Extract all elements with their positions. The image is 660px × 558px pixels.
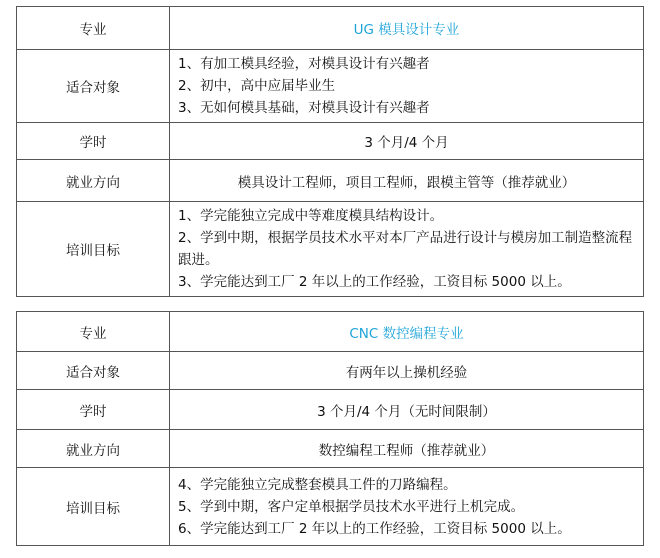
table-row [17, 160, 644, 202]
goal-line: 4、学完能独立完成整套模具工件的刀路编程。 [178, 476, 457, 493]
goal-cell [170, 202, 644, 297]
goal-line: 3、学完能达到工厂 2 年以上的工作经验，工资目标 5000 以上。 [178, 274, 571, 290]
goal-line: 6、学完能达到工厂 2 年以上的工作经验，工资目标 5000 以上。 [178, 520, 571, 537]
audience-line: 3、无如何模具基础，对模具设计有兴趣者 [178, 100, 430, 116]
table-row [17, 352, 644, 390]
table-row [17, 7, 644, 50]
duration-value: 3 个月/4 个月（无时间限制） [170, 390, 644, 430]
goal-label: 培训目标 [17, 468, 170, 546]
table-row [17, 202, 644, 297]
audience-cell [170, 50, 644, 123]
ug-course-table [16, 6, 644, 297]
duration-label: 学时 [17, 390, 170, 430]
duration-label: 学时 [17, 123, 170, 160]
major-title: UG 模具设计专业 [170, 7, 644, 50]
table-row [17, 390, 644, 430]
major-label: 专业 [17, 312, 170, 352]
career-value: 数控编程工程师（推荐就业） [170, 430, 644, 468]
table-row [17, 50, 644, 123]
major-label: 专业 [17, 7, 170, 50]
table-row [17, 123, 644, 160]
goal-label: 培训目标 [17, 202, 170, 297]
career-label: 就业方向 [17, 160, 170, 202]
audience-label: 适合对象 [17, 352, 170, 390]
audience-value: 有两年以上操机经验 [170, 352, 644, 390]
goal-line: 2、学到中期，根据学员技术水平对本厂产品进行设计与模房加工制造整流程跟进。 [178, 230, 633, 268]
audience-line: 2、初中，高中应届毕业生 [178, 78, 336, 94]
duration-value: 3 个月/4 个月 [170, 123, 644, 160]
goal-line: 5、学到中期，客户定单根据学员技术水平进行上机完成。 [178, 498, 525, 515]
goal-cell [170, 468, 644, 546]
career-value: 模具设计工程师，项目工程师，跟模主管等（推荐就业） [170, 160, 644, 202]
career-label: 就业方向 [17, 430, 170, 468]
audience-line: 1、有加工模具经验，对模具设计有兴趣者 [178, 56, 430, 72]
table-row [17, 312, 644, 352]
major-title: CNC 数控编程专业 [170, 312, 644, 352]
table-row [17, 430, 644, 468]
cnc-course-table [16, 311, 644, 546]
goal-line: 1、学完能独立完成中等难度模具结构设计。 [178, 208, 444, 224]
table-row [17, 468, 644, 546]
audience-label: 适合对象 [17, 50, 170, 123]
